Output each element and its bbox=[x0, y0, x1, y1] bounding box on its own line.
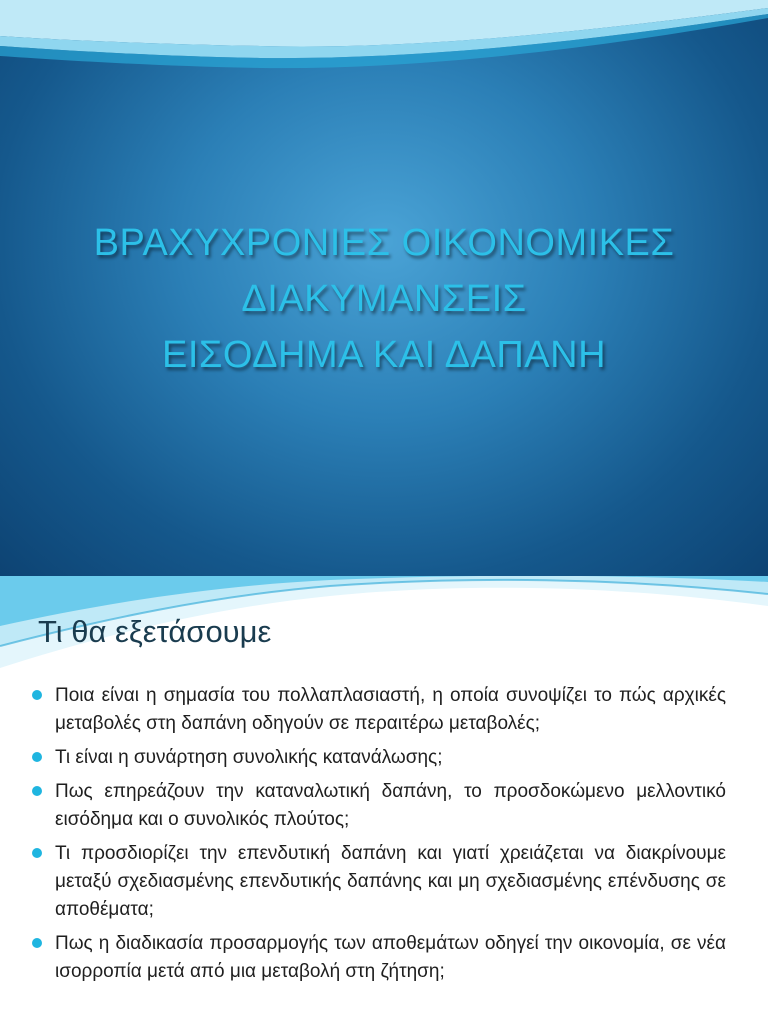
bullet-icon bbox=[32, 786, 42, 796]
title-line: ΔΙΑΚΥΜΑΝΣΕΙΣ bbox=[241, 278, 527, 320]
bullet-text: Τι προσδιορίζει την επενδυτική δαπάνη και γιατί χρειάζεται να διακρίνουμε μεταξύ σχεδιασμένης επενδυτικής δαπάνης και μη σχεδιασμένης επένδυσης σε αποθέματα; bbox=[55, 843, 726, 920]
title-line: ΕΙΣΟΔΗΜΑ ΚΑΙ ΔΑΠΑΝΗ bbox=[161, 334, 607, 376]
bullet-list bbox=[32, 682, 726, 992]
bullet-text: Τι είναι η συνάρτηση συνολικής κατανάλωσης; bbox=[55, 747, 443, 768]
bullet-icon bbox=[32, 848, 42, 858]
list-item bbox=[32, 840, 726, 924]
top-wave-decoration bbox=[0, 0, 768, 90]
bullet-icon bbox=[32, 938, 42, 948]
slide-heading: Τι θα εξετάσουμε bbox=[38, 614, 272, 649]
bullet-text: Ποια είναι η σημασία του πολλαπλασιαστή, η οποία συνοψίζει το πώς αρχικές μεταβολές στη δαπάνη οδηγούν σε περαιτέρω μεταβολές; bbox=[55, 685, 726, 734]
list-item bbox=[32, 682, 726, 738]
bullet-text: Πως η διαδικασία προσαρμογής των αποθεμάτων οδηγεί την οικονομία, σε νέα ισορροπία μετά από μια μεταβολή στη ζήτηση; bbox=[55, 933, 726, 982]
list-item bbox=[32, 778, 726, 834]
list-item bbox=[32, 744, 726, 772]
bullet-text: Πως επηρεάζουν την καταναλωτική δαπάνη, το προσδοκώμενο μελλοντικό εισόδημα και ο συνολικός πλούτος; bbox=[55, 781, 726, 830]
slide-title bbox=[40, 215, 728, 383]
bullet-icon bbox=[32, 690, 42, 700]
content-slide bbox=[0, 576, 768, 1024]
bullet-icon bbox=[32, 752, 42, 762]
list-item bbox=[32, 930, 726, 986]
title-line: ΒΡΑΧΥΧΡΟΝΙΕΣ ΟΙΚΟΝΟΜΙΚΕΣ bbox=[93, 222, 675, 264]
